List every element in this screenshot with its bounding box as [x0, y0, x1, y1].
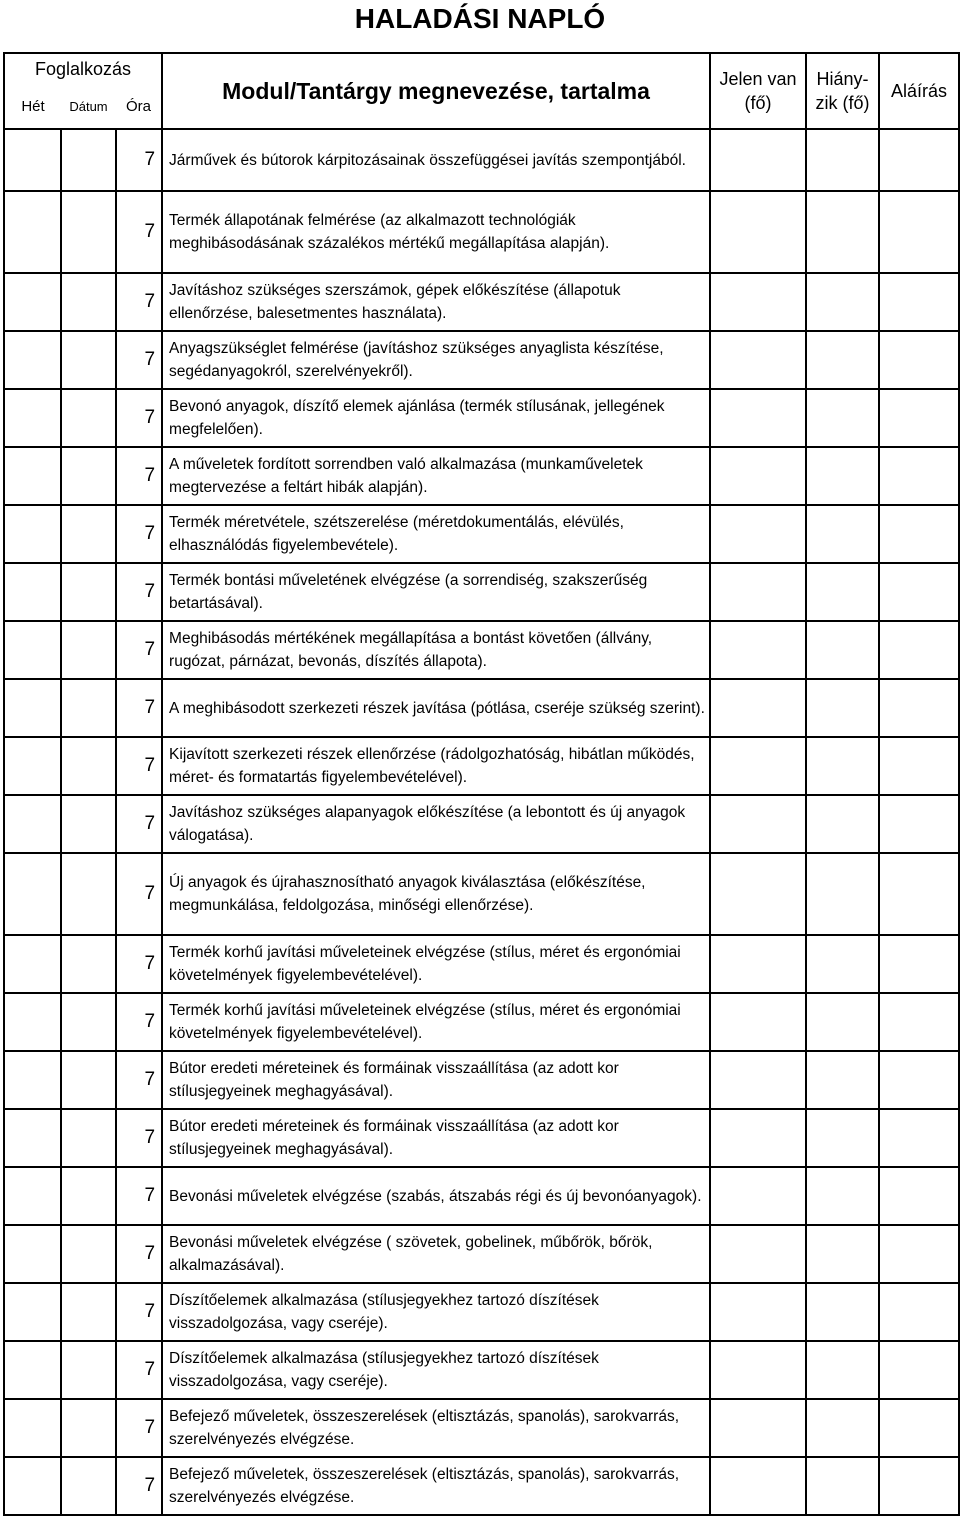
present-cell	[710, 273, 806, 331]
topic-cell: Bevonó anyagok, díszítő elemek ajánlása (termék stílusának, jellegének megfelelően).	[162, 389, 710, 447]
hours-cell: 7	[116, 1283, 162, 1341]
header-datum: Dátum	[61, 84, 116, 129]
het-cell	[4, 1341, 61, 1399]
het-cell	[4, 795, 61, 853]
datum-cell	[61, 505, 116, 563]
signature-cell	[879, 1225, 959, 1283]
signature-cell	[879, 389, 959, 447]
signature-cell	[879, 1283, 959, 1341]
table-row	[4, 1109, 959, 1167]
het-cell	[4, 505, 61, 563]
datum-cell	[61, 1457, 116, 1515]
present-cell	[710, 1051, 806, 1109]
absent-cell	[806, 993, 879, 1051]
het-cell	[4, 935, 61, 993]
present-cell	[710, 447, 806, 505]
hours-cell: 7	[116, 1399, 162, 1457]
header-het: Hét	[4, 84, 61, 129]
present-cell	[710, 737, 806, 795]
het-cell	[4, 191, 61, 273]
absent-cell	[806, 563, 879, 621]
table-row	[4, 1167, 959, 1225]
present-cell	[710, 505, 806, 563]
signature-cell	[879, 853, 959, 935]
absent-cell	[806, 1109, 879, 1167]
header-ora: Óra	[116, 84, 162, 129]
datum-cell	[61, 331, 116, 389]
present-cell	[710, 621, 806, 679]
datum-cell	[61, 935, 116, 993]
topic-cell: Bevonási műveletek elvégzése ( szövetek, gobelinek, műbőrök, bőrök, alkalmazásával).	[162, 1225, 710, 1283]
hours-cell: 7	[116, 1225, 162, 1283]
topic-cell: Termék állapotának felmérése (az alkalmazott technológiák meghibásodásának százalékos mértékű megállapítása alapján).	[162, 191, 710, 273]
present-cell	[710, 935, 806, 993]
signature-cell	[879, 1457, 959, 1515]
table-row	[4, 389, 959, 447]
topic-cell: Javításhoz szükséges alapanyagok előkészítése (a lebontott és új anyagok válogatása).	[162, 795, 710, 853]
present-cell	[710, 679, 806, 737]
table-row	[4, 853, 959, 935]
signature-cell	[879, 935, 959, 993]
het-cell	[4, 273, 61, 331]
signature-cell	[879, 273, 959, 331]
topic-cell: Bútor eredeti méreteinek és formáinak visszaállítása (az adott kor stílusjegyeinek meghagyásával).	[162, 1109, 710, 1167]
table-row	[4, 795, 959, 853]
het-cell	[4, 129, 61, 191]
signature-cell	[879, 679, 959, 737]
datum-cell	[61, 129, 116, 191]
present-cell	[710, 1225, 806, 1283]
table-row	[4, 679, 959, 737]
topic-cell: Javításhoz szükséges szerszámok, gépek előkészítése (állapotuk ellenőrzése, balesetmentes használata).	[162, 273, 710, 331]
datum-cell	[61, 1109, 116, 1167]
absent-cell	[806, 1225, 879, 1283]
table-row	[4, 1225, 959, 1283]
absent-cell	[806, 935, 879, 993]
absent-cell	[806, 737, 879, 795]
het-cell	[4, 993, 61, 1051]
table-row	[4, 505, 959, 563]
datum-cell	[61, 1225, 116, 1283]
signature-cell	[879, 129, 959, 191]
het-cell	[4, 621, 61, 679]
signature-cell	[879, 505, 959, 563]
datum-cell	[61, 389, 116, 447]
table-row	[4, 191, 959, 273]
topic-cell: A meghibásodott szerkezeti részek javítása (pótlása, cseréje szükség szerint).	[162, 679, 710, 737]
signature-cell	[879, 621, 959, 679]
page-title: HALADÁSI NAPLÓ	[354, 3, 606, 34]
absent-cell	[806, 129, 879, 191]
hours-cell: 7	[116, 1109, 162, 1167]
hours-cell: 7	[116, 993, 162, 1051]
present-cell	[710, 1457, 806, 1515]
datum-cell	[61, 1399, 116, 1457]
signature-cell	[879, 795, 959, 853]
header-foglalkozas: Foglalkozás	[4, 53, 162, 84]
hours-cell: 7	[116, 737, 162, 795]
signature-cell	[879, 563, 959, 621]
signature-cell	[879, 191, 959, 273]
topic-cell: Díszítőelemek alkalmazása (stílusjegyekhez tartozó díszítések visszadolgozása, vagy cseréje).	[162, 1283, 710, 1341]
topic-cell: Befejező műveletek, összeszerelések (eltisztázás, spanolás), sarokvarrás, szerelvényezés elvégzése.	[162, 1457, 710, 1515]
topic-cell: Meghibásodás mértékének megállapítása a bontást követően (állvány, rugózat, párnázat, bevonás, díszítés állapota).	[162, 621, 710, 679]
hours-cell: 7	[116, 563, 162, 621]
absent-cell	[806, 621, 879, 679]
present-cell	[710, 1341, 806, 1399]
topic-cell: Járművek és bútorok kárpitozásainak összefüggései javítás szempontjából.	[162, 129, 710, 191]
datum-cell	[61, 273, 116, 331]
present-cell	[710, 853, 806, 935]
datum-cell	[61, 853, 116, 935]
present-cell	[710, 1109, 806, 1167]
present-cell	[710, 1399, 806, 1457]
table-row	[4, 563, 959, 621]
topic-cell: Anyagszükséglet felmérése (javításhoz szükséges anyaglista készítése, segédanyagokról, szerelvényekről).	[162, 331, 710, 389]
hours-cell: 7	[116, 935, 162, 993]
header-hianyzik: Hiány-zik (fő)	[806, 53, 879, 129]
signature-cell	[879, 1167, 959, 1225]
het-cell	[4, 1051, 61, 1109]
topic-cell: Termék korhű javítási műveleteinek elvégzése (stílus, méret és ergonómiai követelmények figyelembevételével).	[162, 935, 710, 993]
topic-cell: Díszítőelemek alkalmazása (stílusjegyekhez tartozó díszítések visszadolgozása, vagy cseréje).	[162, 1341, 710, 1399]
table-row	[4, 737, 959, 795]
present-cell	[710, 795, 806, 853]
datum-cell	[61, 447, 116, 505]
table-row	[4, 1341, 959, 1399]
absent-cell	[806, 795, 879, 853]
topic-cell: Befejező műveletek, összeszerelések (eltisztázás, spanolás), sarokvarrás, szerelvényezés elvégzése.	[162, 1399, 710, 1457]
absent-cell	[806, 505, 879, 563]
signature-cell	[879, 737, 959, 795]
table-row	[4, 1283, 959, 1341]
het-cell	[4, 1283, 61, 1341]
absent-cell	[806, 331, 879, 389]
present-cell	[710, 563, 806, 621]
het-cell	[4, 1225, 61, 1283]
table-row	[4, 1457, 959, 1515]
present-cell	[710, 191, 806, 273]
datum-cell	[61, 1167, 116, 1225]
signature-cell	[879, 1051, 959, 1109]
table-row	[4, 331, 959, 389]
het-cell	[4, 447, 61, 505]
hours-cell: 7	[116, 331, 162, 389]
datum-cell	[61, 1283, 116, 1341]
table-row	[4, 1051, 959, 1109]
topic-cell: Bevonási műveletek elvégzése (szabás, átszabás régi és új bevonóanyagok).	[162, 1167, 710, 1225]
hours-cell: 7	[116, 1341, 162, 1399]
hours-cell: 7	[116, 447, 162, 505]
absent-cell	[806, 853, 879, 935]
datum-cell	[61, 679, 116, 737]
table-row	[4, 993, 959, 1051]
het-cell	[4, 389, 61, 447]
het-cell	[4, 737, 61, 795]
het-cell	[4, 563, 61, 621]
absent-cell	[806, 389, 879, 447]
topic-cell: Bútor eredeti méreteinek és formáinak visszaállítása (az adott kor stílusjegyeinek meghagyásával).	[162, 1051, 710, 1109]
hours-cell: 7	[116, 1167, 162, 1225]
header-jelen-van: Jelen van (fő)	[710, 53, 806, 129]
datum-cell	[61, 1051, 116, 1109]
present-cell	[710, 993, 806, 1051]
present-cell	[710, 1283, 806, 1341]
absent-cell	[806, 1283, 879, 1341]
het-cell	[4, 331, 61, 389]
present-cell	[710, 129, 806, 191]
present-cell	[710, 331, 806, 389]
present-cell	[710, 1167, 806, 1225]
datum-cell	[61, 737, 116, 795]
hours-cell: 7	[116, 505, 162, 563]
hours-cell: 7	[116, 795, 162, 853]
topic-cell: Új anyagok és újrahasznosítható anyagok kiválasztása (előkészítése, megmunkálása, feldolgozása, minőségi ellenőrzése).	[162, 853, 710, 935]
hours-cell: 7	[116, 621, 162, 679]
het-cell	[4, 1167, 61, 1225]
header-row-top	[4, 53, 959, 84]
hours-cell: 7	[116, 129, 162, 191]
datum-cell	[61, 1341, 116, 1399]
table-row	[4, 935, 959, 993]
hours-cell: 7	[116, 389, 162, 447]
absent-cell	[806, 1167, 879, 1225]
absent-cell	[806, 1051, 879, 1109]
present-cell	[710, 389, 806, 447]
topic-cell: A műveletek fordított sorrendben való alkalmazása (munkaműveletek megtervezése a feltárt hibák alapján).	[162, 447, 710, 505]
absent-cell	[806, 447, 879, 505]
het-cell	[4, 853, 61, 935]
datum-cell	[61, 621, 116, 679]
table-row	[4, 129, 959, 191]
header-modul: Modul/Tantárgy megnevezése, tartalma	[162, 53, 710, 129]
absent-cell	[806, 1341, 879, 1399]
absent-cell	[806, 1399, 879, 1457]
absent-cell	[806, 679, 879, 737]
signature-cell	[879, 447, 959, 505]
signature-cell	[879, 1399, 959, 1457]
signature-cell	[879, 331, 959, 389]
het-cell	[4, 679, 61, 737]
progress-log-table	[3, 52, 960, 1516]
signature-cell	[879, 1109, 959, 1167]
signature-cell	[879, 1341, 959, 1399]
table-row	[4, 273, 959, 331]
datum-cell	[61, 563, 116, 621]
hours-cell: 7	[116, 1457, 162, 1515]
het-cell	[4, 1457, 61, 1515]
signature-cell	[879, 993, 959, 1051]
datum-cell	[61, 795, 116, 853]
table-row	[4, 621, 959, 679]
topic-cell: Kijavított szerkezeti részek ellenőrzése (rádolgozhatóság, hibátlan működés, méret- és formatartás figyelembevételével).	[162, 737, 710, 795]
topic-cell: Termék korhű javítási műveleteinek elvégzése (stílus, méret és ergonómiai követelmények figyelembevételével).	[162, 993, 710, 1051]
header-alairas: Aláírás	[879, 53, 959, 129]
topic-cell: Termék méretvétele, szétszerelése (méretdokumentálás, elévülés, elhasználódás figyelembevétele).	[162, 505, 710, 563]
hours-cell: 7	[116, 1051, 162, 1109]
table-row	[4, 1399, 959, 1457]
absent-cell	[806, 1457, 879, 1515]
het-cell	[4, 1109, 61, 1167]
hours-cell: 7	[116, 679, 162, 737]
absent-cell	[806, 191, 879, 273]
datum-cell	[61, 993, 116, 1051]
hours-cell: 7	[116, 853, 162, 935]
topic-cell: Termék bontási műveletének elvégzése (a sorrendiség, szakszerűség betartásával).	[162, 563, 710, 621]
hours-cell: 7	[116, 191, 162, 273]
datum-cell	[61, 191, 116, 273]
table-row	[4, 447, 959, 505]
absent-cell	[806, 273, 879, 331]
het-cell	[4, 1399, 61, 1457]
hours-cell: 7	[116, 273, 162, 331]
